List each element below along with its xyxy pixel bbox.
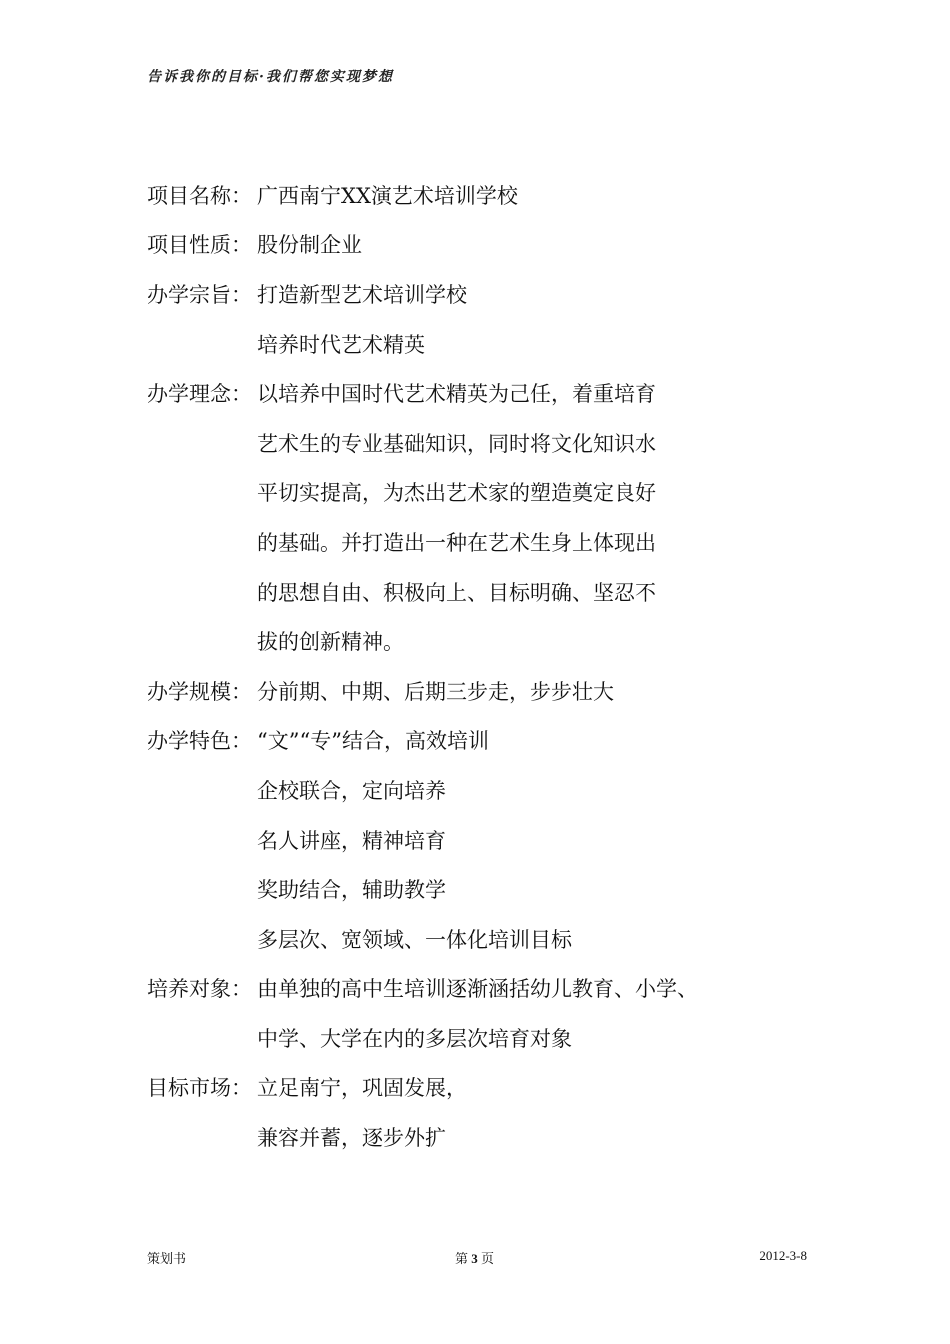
row-philosophy-cont (147, 418, 787, 468)
field-value: 艺术生的专业基础知识，同时将文化知识水 (257, 431, 656, 456)
row-features-cont (147, 815, 787, 865)
footer-page-number (455, 1248, 494, 1267)
field-label: 目标市场： (147, 1076, 252, 1101)
field-label: 项目名称： (147, 183, 252, 208)
row-project-name (147, 170, 787, 220)
field-label: 培养对象： (147, 977, 252, 1002)
page-suffix: 页 (477, 1251, 495, 1266)
field-value: 名人讲座，精神培育 (257, 828, 446, 853)
row-features-cont (147, 914, 787, 964)
row-philosophy-cont (147, 468, 787, 518)
field-value: 的基础。并打造出一种在艺术生身上体现出 (257, 530, 656, 555)
row-scale (147, 666, 787, 716)
document-body (147, 170, 787, 1162)
row-features-cont (147, 864, 787, 914)
field-value: 广西南宁XX演艺术培训学校 (257, 183, 518, 208)
field-label: 办学理念： (147, 382, 252, 407)
field-value: 多层次、宽领域、一体化培训目标 (257, 927, 572, 952)
field-label: 办学特色： (147, 729, 252, 754)
page-footer (147, 1248, 807, 1266)
field-value: 的思想自由、积极向上、目标明确、坚忍不 (257, 580, 656, 605)
field-value: 打造新型艺术培训学校 (257, 282, 467, 307)
row-purpose (147, 269, 787, 319)
field-value: “文”“专”结合，高效培训 (257, 729, 489, 754)
field-value: 立足南宁，巩固发展， (257, 1076, 467, 1101)
row-philosophy-cont (147, 567, 787, 617)
field-label: 项目性质： (147, 233, 252, 258)
field-value: 兼容并蓄，逐步外扩 (257, 1126, 446, 1151)
footer-date: 2012-3-8 (759, 1248, 807, 1263)
field-value: 平切实提高，为杰出艺术家的塑造奠定良好 (257, 481, 656, 506)
row-purpose-cont (147, 319, 787, 369)
field-value: 由单独的高中生培训逐渐涵括幼儿教育、小学、 (257, 977, 698, 1002)
row-project-nature (147, 220, 787, 270)
field-value: 中学、大学在内的多层次培育对象 (257, 1026, 572, 1051)
header-slogan: 告诉我你的目标·我们帮您实现梦想 (147, 69, 394, 85)
row-target-students (147, 964, 787, 1014)
footer-doc-title: 策划书 (147, 1251, 187, 1266)
row-features-cont (147, 765, 787, 815)
field-value: 培养时代艺术精英 (257, 332, 425, 357)
row-philosophy-cont (147, 616, 787, 666)
row-target-students-cont (147, 1013, 787, 1063)
row-philosophy-cont (147, 517, 787, 567)
field-value: 以培养中国时代艺术精英为己任，着重培育 (257, 382, 656, 407)
field-label: 办学宗旨： (147, 282, 252, 307)
row-target-market (147, 1063, 787, 1113)
field-value: 奖助结合，辅助教学 (257, 878, 446, 903)
field-value: 企校联合，定向培养 (257, 778, 446, 803)
field-value: 股份制企业 (257, 233, 362, 258)
row-features (147, 716, 787, 766)
page-number: 3 (471, 1251, 478, 1266)
page-prefix: 第 (455, 1251, 472, 1266)
field-value: 分前期、中期、后期三步走，步步壮大 (257, 679, 614, 704)
field-label: 办学规模： (147, 679, 252, 704)
field-value: 拔的创新精神。 (257, 630, 404, 655)
row-philosophy (147, 368, 787, 418)
row-target-market-cont (147, 1112, 787, 1162)
